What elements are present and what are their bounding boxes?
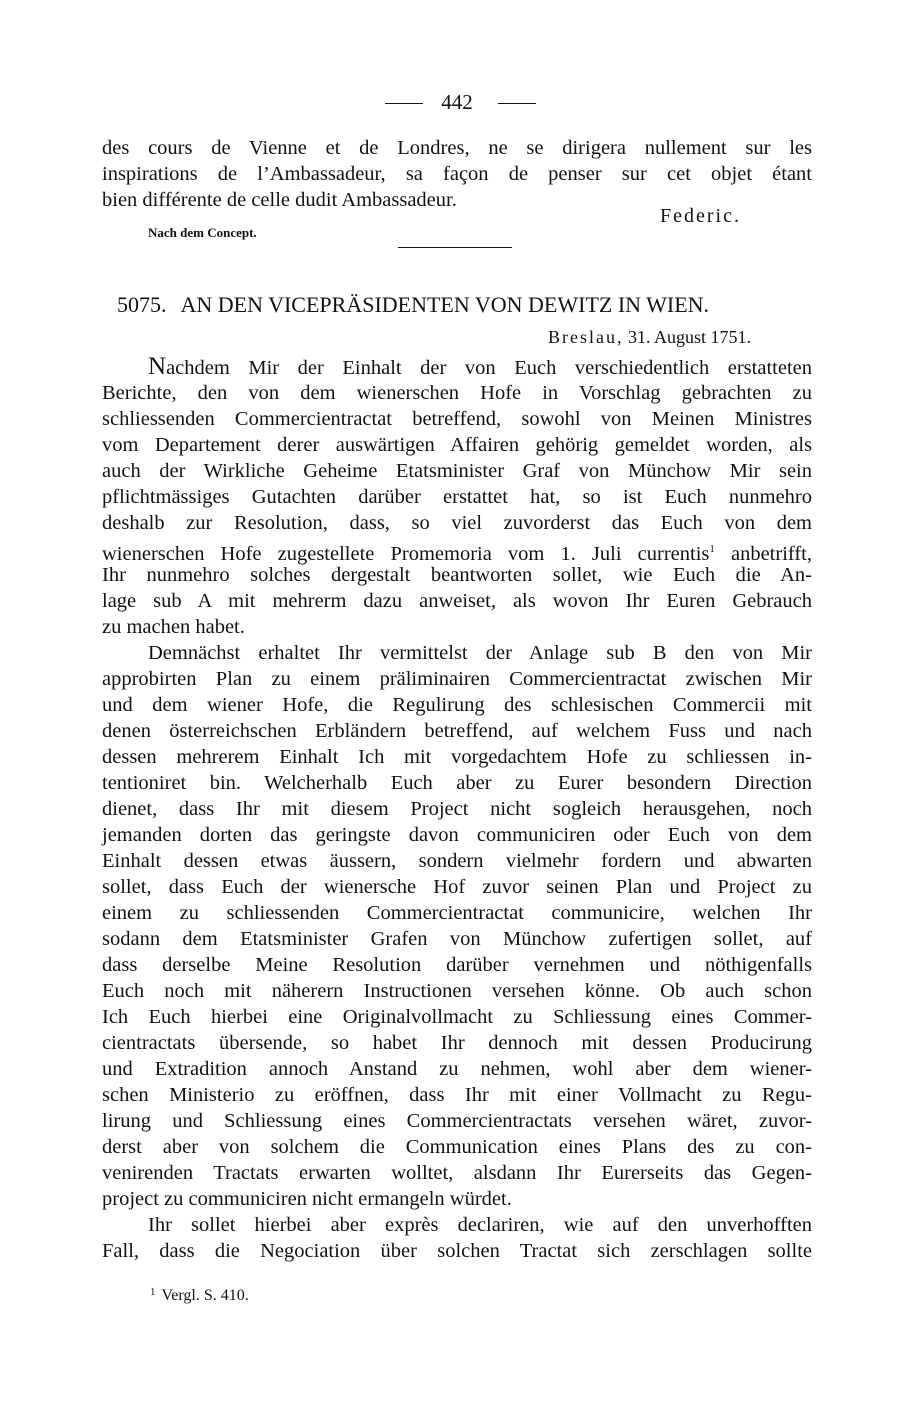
text-line: Ich Euch hierbei eine Originalvollmacht zu Schliessung eines Commer- xyxy=(102,1006,812,1028)
footnote-text: Vergl. S. 410. xyxy=(161,1287,249,1304)
text-line: Euch noch mit näherern Instructionen versehen könne. Ob auch schon xyxy=(102,980,812,1002)
letter-heading xyxy=(117,290,817,320)
text-line: lage sub A mit mehrerm dazu anweiset, als wovon Ihr Euren Gebrauch xyxy=(102,590,812,612)
page-number: 442 xyxy=(441,90,473,114)
text-line: jemanden dorten das geringste davon communiciren oder Euch von dem xyxy=(102,824,812,846)
text-line: und Extradition annoch Anstand zu nehmen, wohl aber dem wiener- xyxy=(102,1058,812,1080)
footnote xyxy=(150,1281,249,1307)
text-line: und dem wiener Hofe, die Regulirung des schlesischen Commercii mit xyxy=(102,694,812,716)
text-line: Demnächst erhaltet Ihr vermittelst der Anlage sub B den von Mir xyxy=(148,642,812,664)
text-line: zu machen habet. xyxy=(102,616,245,638)
text-line: pflichtmässiges Gutachten darüber erstattet hat, so ist Euch nunmehro xyxy=(102,486,812,508)
initial-letter: N xyxy=(148,353,167,380)
letter-title: AN DEN VICEPRÄSIDENTEN VON DEWITZ IN WIEN. xyxy=(180,292,710,317)
text-line: wienerschen Hofe zugestellete Promemoria vom 1. Juli currentis$^1$ anbetrifft, xyxy=(102,543,812,565)
text-line: inspirations de l’Ambassadeur, sa façon de penser sur cet objet étant xyxy=(102,163,812,185)
text-line: des cours de Vienne et de Londres, ne se dirigera nullement sur les xyxy=(102,137,812,159)
paragraph-1 xyxy=(102,354,812,640)
text-line: derst aber von solchem die Communication eines Plans des zu con- xyxy=(102,1136,812,1158)
letter-number: 5075. xyxy=(117,292,167,317)
letter-dateline xyxy=(548,325,808,349)
paragraph-3 xyxy=(102,1212,812,1264)
text-line: dass derselbe Meine Resolution darüber vernehmen und nöthigenfalls xyxy=(102,954,812,976)
text-line: sodann dem Etatsminister Grafen von Münchow zufertigen sollet, auf xyxy=(102,928,812,950)
text-line: cientractats übersende, so habet Ihr dennoch mit dessen Producirung xyxy=(102,1032,812,1054)
section-divider xyxy=(398,247,512,248)
text-line: project zu communiciren nicht ermangeln würdet. xyxy=(102,1188,512,1210)
text-line: Ihr nunmehro solches dergestalt beantworten sollet, wie Euch die An- xyxy=(102,564,812,586)
text-line: Fall, dass die Negociation über solchen Tractat sich zerschlagen sollte xyxy=(102,1240,812,1262)
text-line: vom Departement derer auswärtigen Affairen gehörig gemeldet worden, als xyxy=(102,434,812,456)
text-line: Berichte, den von dem wienerschen Hofe in Vorschlag gebrachten zu xyxy=(102,382,812,404)
text-line: auch der Wirkliche Geheime Etatsminister Graf von Münchow Mir sein xyxy=(102,460,812,482)
text-line: einem zu schliessenden Commercientractat communicire, welchen Ihr xyxy=(102,902,812,924)
header-rule-left xyxy=(385,103,423,104)
text-line: approbirten Plan zu einem präliminairen Commercientractat zwischen Mir xyxy=(102,668,812,690)
text-line: sollet, dass Euch der wienersche Hof zuvor seinen Plan und Project zu xyxy=(102,876,812,898)
text-line: Ihr sollet hierbei aber exprès declariren, wie auf den unverhofften xyxy=(148,1214,812,1236)
text-line: denen österreichschen Erbländern betreffend, auf welchem Fuss und nach xyxy=(102,720,812,742)
text-line: dienet, dass Ihr mit diesem Project nicht sogleich herausgehen, noch xyxy=(102,798,812,820)
letter-date: 31. August 1751. xyxy=(627,327,751,347)
text-line: Nachdem Mir der Einhalt der von Euch verschiedentlich erstatteten xyxy=(148,353,812,380)
footnote-reference[interactable]: 1 xyxy=(709,543,715,555)
header-rule-right xyxy=(498,103,536,104)
text-line: dessen mehrerem Einhalt Ich mit vorgedachtem Hofe zu schliessen in- xyxy=(102,746,812,768)
signature: Federic. xyxy=(660,205,741,227)
text-line: tentioniret bin. Welcherhalb Euch aber zu Eurer besondern Direction xyxy=(102,772,812,794)
letter-place: Breslau, xyxy=(548,327,624,347)
source-note: Nach dem Concept. xyxy=(148,225,257,240)
text-line: schen Ministerio zu eröffnen, dass Ihr mit einer Vollmacht zu Regu- xyxy=(102,1084,812,1106)
text-line: schliessenden Commercientractat betreffend, sowohl von Meinen Ministres xyxy=(102,408,812,430)
page-header xyxy=(0,88,900,118)
text-line: bien différente de celle dudit Ambassadeur. xyxy=(102,189,457,211)
paragraph-2 xyxy=(102,640,812,1212)
previous-letter-ending xyxy=(102,135,812,213)
text-line: Einhalt dessen etwas äussern, sondern vielmehr fordern und abwarten xyxy=(102,850,812,872)
text-line: venirenden Tractats erwarten wolltet, alsdann Ihr Eurerseits das Gegen- xyxy=(102,1162,812,1184)
footnote-mark: 1 xyxy=(150,1286,156,1298)
text-line: lirung und Schliessung eines Commercientractats versehen wäret, zuvor- xyxy=(102,1110,812,1132)
text-line: deshalb zur Resolution, dass, so viel zuvorderst das Euch von dem xyxy=(102,512,812,534)
